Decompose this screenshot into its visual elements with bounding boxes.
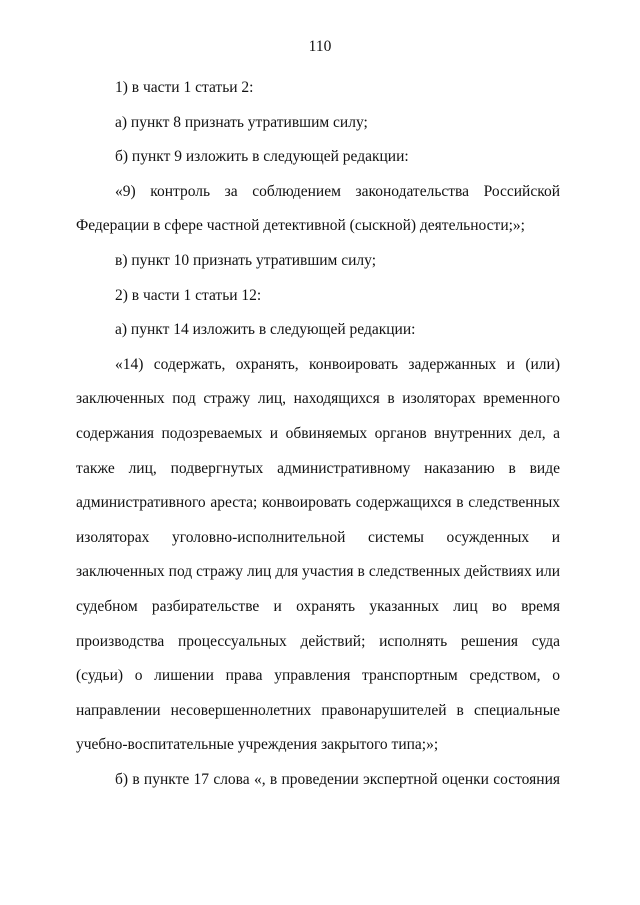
paragraph-2: а) пункт 8 признать утратившим силу; [115, 113, 368, 131]
paragraph-8: «14) содержать, охранять, конвоировать задержанных и (или) заключенных под стражу лиц, находящихся в изоляторах временного содержания подозреваемых и обвиняемых органов внутренних дел, а также лиц, подвергнутых административному наказанию в виде административного ареста; конвоировать содержащихся в следственных изоляторах уголовно-исполнительной системы осужденных и заключенных под стражу лиц для участия в следственных действиях или судебном разбирательстве и охранять указанных лиц во время производства процессуальных действий; исполнять решения суда (судьи) о лишении права управления транспортным средством, о направлении несовершеннолетних правонарушителей в специальные учебно-воспитательные учреждения закрытого типа;»; [76, 355, 560, 754]
paragraph-9: б) в пункте 17 слова «, в проведении экспертной оценки состояния [115, 770, 560, 788]
paragraph-3: б) пункт 9 изложить в следующей редакции: [115, 148, 409, 166]
paragraph-6: 2) в части 1 статьи 12: [115, 286, 262, 304]
paragraph-1: 1) в части 1 статьи 2: [115, 79, 254, 96]
page-number: 110 [308, 38, 332, 55]
paragraph-4: «9) контроль за соблюдением законодательства Российской Федерации в сфере частной детективной (сыскной) деятельности;»; [76, 182, 560, 235]
paragraph-7: а) пункт 14 изложить в следующей редакции: [115, 321, 416, 339]
document-body [76, 71, 560, 797]
paragraph-5: в) пункт 10 признать утратившим силу; [115, 251, 377, 269]
